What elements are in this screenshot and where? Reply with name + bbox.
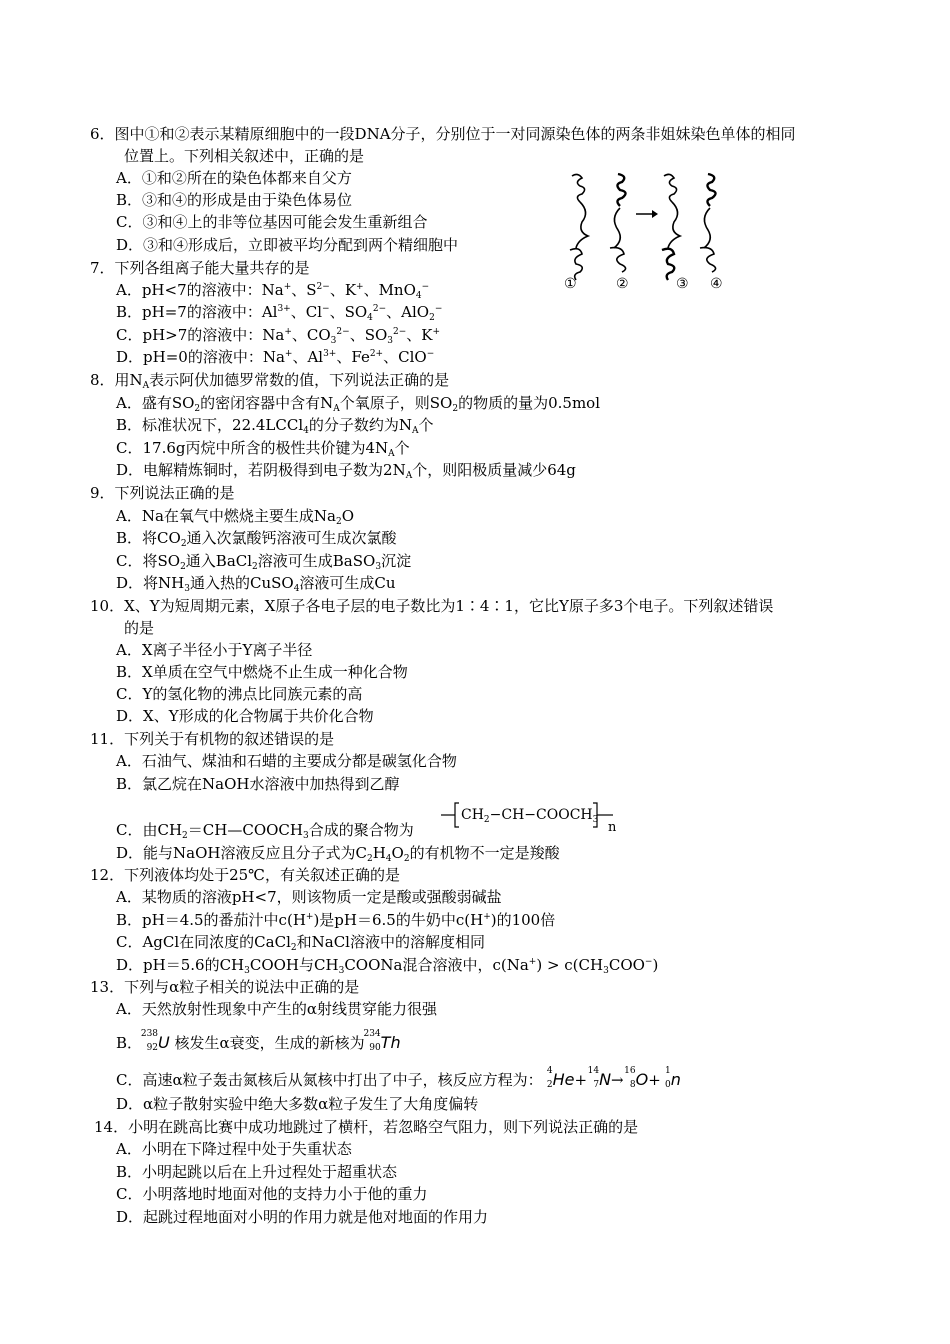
q10-option-a: A．X离子半径小于Y离子半径 (116, 641, 313, 659)
q9-option-c: C．将$SO_2$通入BaCl$_2$溶液可生成BaSO$_3$沉淀 (116, 552, 412, 572)
q8-option-c: C．17.6g丙烷中所含的极性共价键为$4N_A$个 (116, 439, 410, 459)
q9-option-b: B．将$CO_2$通入次氯酸钙溶液可生成次氯酸 (116, 529, 397, 549)
q11-stem: 11．下列关于有机物的叙述错误的是 (90, 730, 335, 748)
q8-option-a: A．盛有$SO_2$的密闭容器中含有$N_A$个氧原子，则$SO_2$的物质的量为0.5mol (116, 394, 601, 414)
q9-stem: 9．下列说法正确的是 (90, 484, 235, 502)
polymer-formula (441, 801, 631, 837)
q12-option-c: C．AgCl在同浓度的CaCl$_2$和NaCl溶液中的溶解度相同 (116, 933, 485, 953)
q14-option-b: B．小明起跳以后在上升过程处于超重状态 (116, 1163, 398, 1181)
q7-option-a: A．pH<7的溶液中：Na+、$S^{2-}$、K+、MnO$_4$− (116, 281, 430, 301)
q8-option-b: B．标准状况下，22.4LCCl$_4$的分子数约为$N_A$个 (116, 416, 434, 436)
q7-stem: 7．下列各组离子能大量共存的是 (90, 259, 310, 277)
figure-label-4: ④ (710, 276, 723, 292)
q10-stem-line2: 的是 (124, 619, 155, 637)
q7-option-b: B．pH=7的溶液中：$Al^{3+}$、Cl−、$SO_4^{2-}$、AlO$_2$− (116, 303, 443, 323)
polymer-n: n (608, 820, 617, 835)
q7-option-d: D．pH=0的溶液中：Na+、$Al^{3+}$、$Fe^{2+}$、ClO− (116, 348, 435, 366)
figure-label-1: ① (564, 276, 577, 292)
q13-option-c: C．高速α粒子轰击氮核后从氮核中打出了中子，核反应方程为： 4 2 He+ 14 7 N→ 16 8 O+ 1 0 n (116, 1066, 681, 1090)
q13-option-b: B． 238 92 U 核发生α衰变，生成的新核为 234 90 Th (116, 1029, 401, 1053)
q13-option-a: A．天然放射性现象中产生的α射线贯穿能力很强 (116, 1000, 437, 1018)
q10-option-c: C．Y的氢化物的沸点比同族元素的高 (116, 685, 363, 703)
q12-option-a: A．某物质的溶液pH<7，则该物质一定是酸或强酸弱碱盐 (116, 888, 502, 906)
q14-option-d: D．起跳过程地面对小明的作用力就是他对地面的作用力 (116, 1208, 489, 1226)
chromosome-figure (560, 168, 740, 292)
figure-label-2: ② (616, 276, 629, 292)
q8-stem: 8．用$N_A$表示阿伏加德罗常数的值，下列说法正确的是 (90, 371, 450, 391)
q6-stem-line2: 位置上。下列相关叙述中，正确的是 (124, 147, 365, 165)
svg-text:CH2−CH−COOCH3: $CH_2-CH-COOCH_3$ (461, 807, 599, 825)
q11-option-c: C．由$CH_2=CH—COOCH_3$合成的聚合物为 (116, 821, 414, 841)
q9-option-d: D．将$NH_3$通入热的CuSO$_4$溶液可生成Cu (116, 574, 396, 594)
q6-option-d: D．③和④形成后，立即被平均分配到两个精细胞中 (116, 236, 459, 254)
q6-option-b: B．③和④的形成是由于染色体易位 (116, 191, 353, 209)
q14-option-c: C．小明落地时地面对他的支持力小于他的重力 (116, 1185, 428, 1203)
q13-option-d: D．α粒子散射实验中绝大多数α粒子发生了大角度偏转 (116, 1095, 479, 1113)
q6-option-a: A．①和②所在的染色体都来自父方 (116, 169, 352, 187)
q10-option-d: D．X、Y形成的化合物属于共价化合物 (116, 707, 374, 725)
q13-stem: 13．下列与α粒子相关的说法中正确的是 (90, 978, 360, 996)
q10-option-b: B．X单质在空气中燃烧不止生成一种化合物 (116, 663, 408, 681)
q11-option-b: B．氯乙烷在NaOH水溶液中加热得到乙醇 (116, 775, 400, 793)
figure-label-3: ③ (676, 276, 689, 292)
q12-stem: 12．下列液体均处于25℃，有关叙述正确的是 (90, 866, 400, 884)
q7-option-c: C．pH>7的溶液中：Na+、$CO_3^{2-}$、$SO_3^{2-}$、K+ (116, 326, 441, 346)
q8-option-d: D．电解精炼铜时，若阴极得到电子数为$2N_A$个，则阳极质量减少64g (116, 461, 576, 481)
q10-stem-line1: 10．X、Y为短周期元素，X原子各电子层的电子数比为1∶4∶1，它比Y原子多3个电子。下列叙述错误 (90, 597, 774, 615)
q6-option-c: C．③和④上的非等位基因可能会发生重新组合 (116, 213, 428, 231)
chromosome-drawing (560, 168, 740, 292)
q11-option-a: A．石油气、煤油和石蜡的主要成分都是碳氢化合物 (116, 752, 457, 770)
q12-option-b: B．pH＝4.5的番茄汁中c(H+)是pH＝6.5的牛奶中c(H+)的100倍 (116, 911, 556, 929)
polymer-bracket (441, 801, 631, 837)
q11-option-d: D．能与NaOH溶液反应且分子式为$C_2H_4O_2$的有机物不一定是羧酸 (116, 844, 560, 864)
q12-option-d: D．pH＝5.6的$CH_3COOH$与$CH_3COONa$混合溶液中，$c(Na^+) > c(CH_3COO^-)$ (116, 956, 659, 976)
q14-option-a: A．小明在下降过程中处于失重状态 (116, 1140, 352, 1158)
q6-stem-line1: 6．图中①和②表示某精原细胞中的一段DNA分子，分别位于一对同源染色体的两条非姐妹染色单体的相同 (90, 125, 796, 143)
q9-option-a: A．Na在氧气中燃烧主要生成$Na_2O$ (116, 507, 355, 527)
q14-stem: 14．小明在跳高比赛中成功地跳过了横杆，若忽略空气阻力，则下列说法正确的是 (94, 1118, 639, 1136)
